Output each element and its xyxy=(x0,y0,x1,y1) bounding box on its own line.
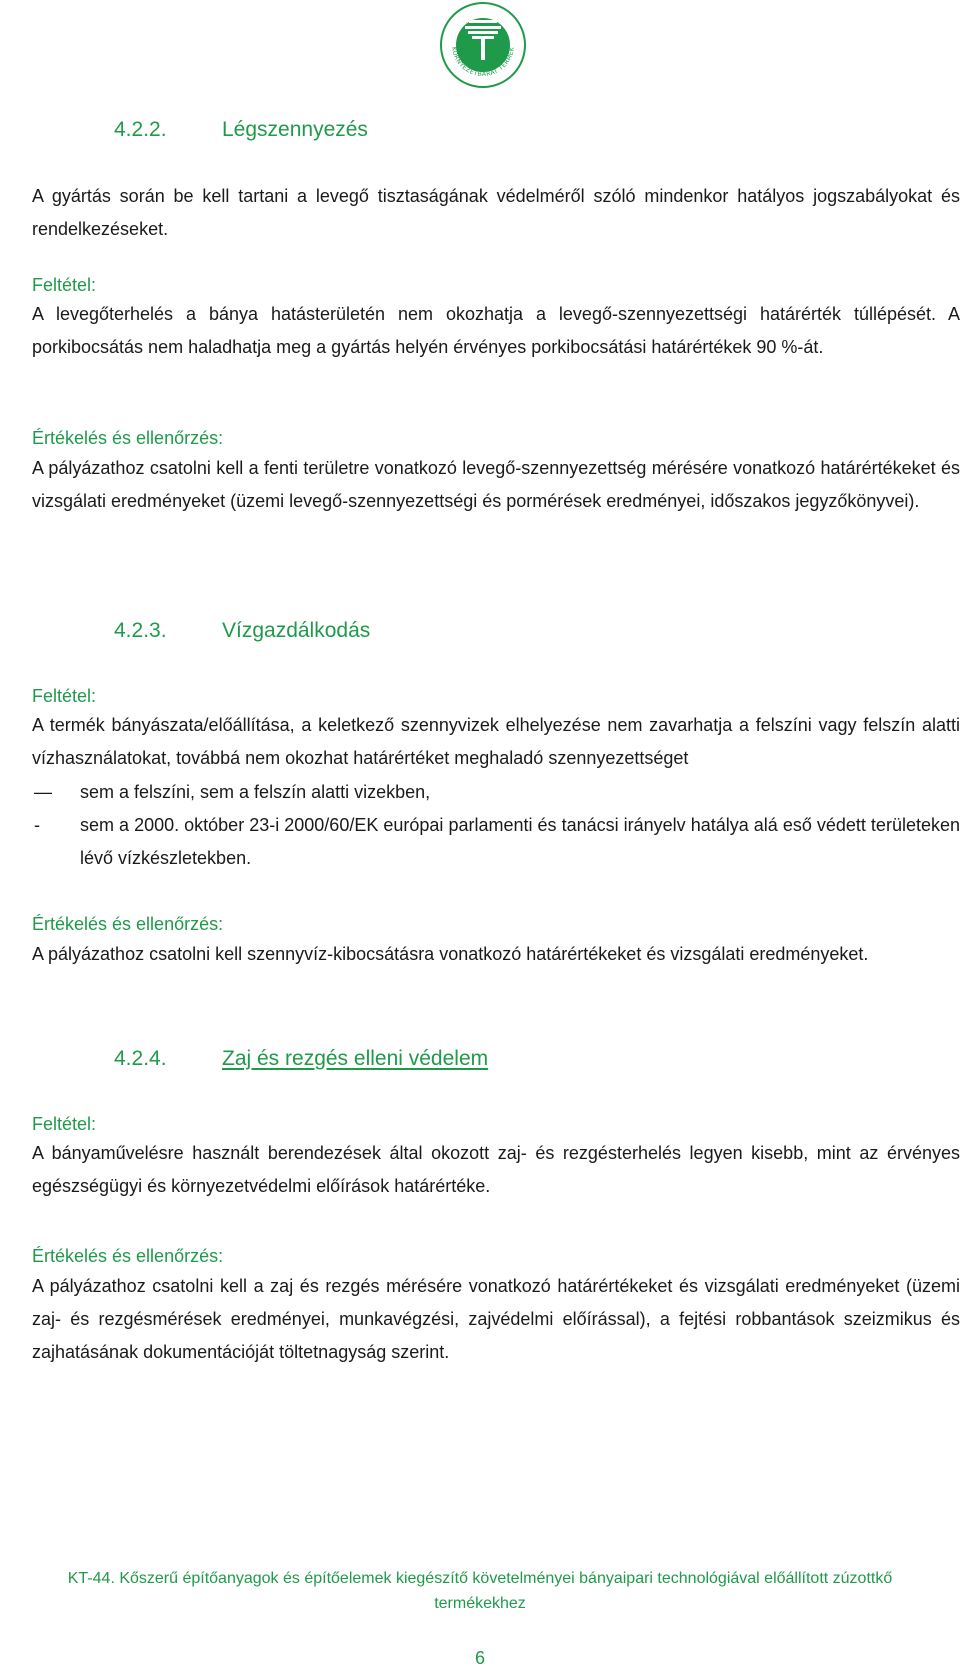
bullet-text: sem a 2000. október 23-i 2000/60/EK európai parlamenti és tanácsi irányelv hatálya alá eső védett területeken lévő vízkészletekben. xyxy=(80,815,960,868)
heading-number: 4.2.2. xyxy=(114,118,167,141)
heading-title: Légszennyezés xyxy=(222,118,368,141)
paragraph-air-intro: A gyártás során be kell tartani a levegő tisztaságának védelméről szóló mindenkor hatályos jogszabályokat és rendelkezéseket. xyxy=(32,186,960,239)
condition-label: Feltétel: xyxy=(32,686,97,706)
bullet-mark: — xyxy=(34,782,52,802)
heading-4-2-4 xyxy=(114,1047,488,1071)
logo-ring-text: KÖRNYEZETBARÁT TERMÉK xyxy=(450,46,516,79)
heading-number: 4.2.3. xyxy=(114,619,167,642)
heading-title: Vízgazdálkodás xyxy=(222,619,371,642)
paragraph-air-evaluation: A pályázathoz csatolni kell a fenti területre vonatkozó levegő-szennyezettség mérésére vonatkozó határértékeket és vizsgálati eredményeket (üzemi levegő-szennyezettségi és pormérések eredményei, időszakos jegyzőkönyvei). xyxy=(32,458,960,511)
heading-title: Zaj és rezgés elleni védelem xyxy=(222,1047,489,1070)
page-footer xyxy=(0,1566,960,1616)
heading-4-2-3 xyxy=(114,619,370,643)
list-item xyxy=(32,776,960,809)
paragraph-water-evaluation: A pályázathoz csatolni kell szennyvíz-kibocsátásra vonatkozó határértékeket és vizsgálati eredményeket. xyxy=(32,944,869,964)
evaluation-label: Értékelés és ellenőrzés: xyxy=(32,914,224,934)
page-number: 6 xyxy=(474,1648,485,1668)
heading-number: 4.2.4. xyxy=(114,1047,167,1070)
bullet-mark: - xyxy=(34,815,40,835)
condition-label: Feltétel: xyxy=(32,275,97,295)
paragraph-air-condition: A levegőterhelés a bánya hatásterületén nem okozhatja a levegő-szennyezettségi határérték túllépését. A porkibocsátás nem haladhatja meg a gyártás helyén érvényes porkibocsátási határértékek 90 %-át. xyxy=(32,304,960,357)
evaluation-label: Értékelés és ellenőrzés: xyxy=(32,428,224,448)
paragraph-noise-condition: A bányaművelésre használt berendezések által okozott zaj- és rezgésterhelés legyen kisebb, mint az érvényes egészségügyi és környezetvédelmi előírások határértéke. xyxy=(32,1143,960,1196)
list-item xyxy=(32,809,960,875)
evaluation-label: Értékelés és ellenőrzés: xyxy=(32,1246,224,1266)
eco-label-logo xyxy=(438,0,528,90)
heading-4-2-2 xyxy=(114,118,368,142)
footer-line-1: KT-44. Kőszerű építőanyagok és építőelemek kiegészítő követelményei bányaipari technológiával előállított zúzottkő xyxy=(67,1570,893,1587)
footer-line-2: termékekhez xyxy=(434,1595,526,1612)
bullet-text: sem a felszíni, sem a felszín alatti vizekben, xyxy=(80,782,431,802)
paragraph-noise-evaluation: A pályázathoz csatolni kell a zaj és rezgés mérésére vonatkozó határértékeket és vizsgálati eredményeket (üzemi zaj- és rezgésmérések eredményei, munkavégzési, zajvédelmi előírással), a fejtési robbantások szeizmikus és zajhatásának dokumentációját töltetnagyság szerint. xyxy=(32,1276,960,1362)
paragraph-water-condition: A termék bányászata/előállítása, a keletkező szennyvizek elhelyezése nem zavarhatja a felszíni vagy felszín alatti vízhasználatokat, továbbá nem okozhat határértéket meghaladó szennyezettséget xyxy=(32,715,960,768)
condition-label: Feltétel: xyxy=(32,1114,97,1134)
